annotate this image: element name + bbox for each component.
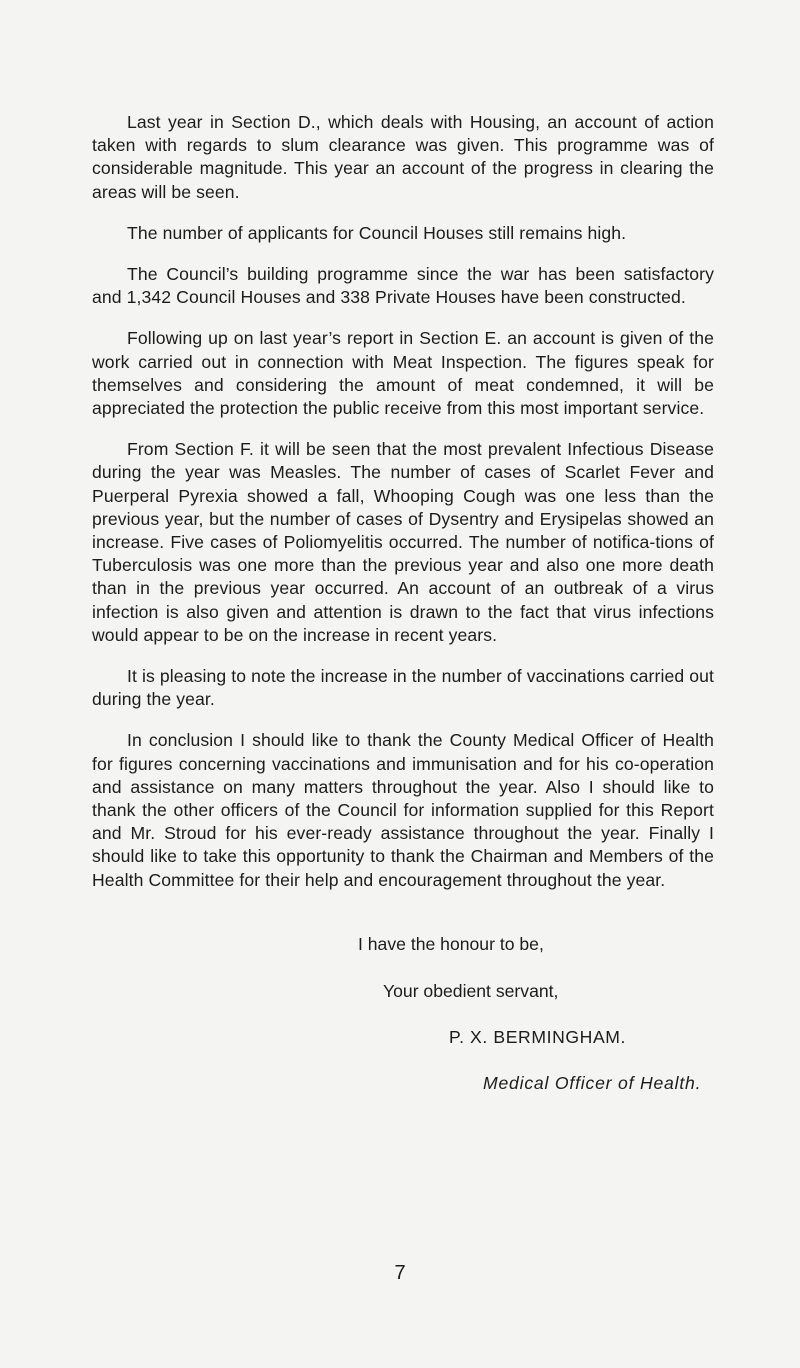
paragraph-applicants: The number of applicants for Council Houses still remains high. <box>127 222 627 243</box>
closing-honour: I have the honour to be, <box>358 934 544 954</box>
paragraph-infectious-disease: From Section F. it will be seen that the most prevalent Infectious Disease during the year was Measles. The number of cases of Scarlet Fever and Puerperal Pyrexia showed a fall, Whooping Cough was one less than the previous year, but the number of cases of Dysentry and Erysipelas showed an increase. Five cases of Poliomyelitis occurred. The number of notifica-tions of Tuberculosis was one more than the previous year and also one more death than in the previous year occurred. An account of an outbreak of a virus infection is also given and attention is drawn to the fact that virus infections would appear to be on the increase in recent years. <box>92 439 714 645</box>
signature-title: Medical Officer of Health. <box>483 1073 702 1093</box>
paragraph-conclusion: In conclusion I should like to thank the County Medical Officer of Health for figures concerning vaccinations and immunisation and for his co-operation and assistance on many matters throughout the year. Also I should like to thank the other officers of the Council for information supplied for this Report and Mr. Stroud for his ever-ready assistance throughout the year. Finally I should like to take this opportunity to thank the Chairman and Members of the Health Committee for their help and encouragement throughout the year. <box>92 730 714 890</box>
paragraph-building-programme: The Council’s building programme since the war has been satisfactory and 1,342 Council Houses and 338 Private Houses have been constructed. <box>92 264 714 308</box>
paragraph-housing: Last year in Section D., which deals with Housing, an account of action taken with regards to slum clearance was given. This programme was of considerable magnitude. This year an account of the progress in clearing the areas will be seen. <box>92 112 714 202</box>
closing-servant: Your obedient servant, <box>383 981 559 1001</box>
paragraph-meat-inspection: Following up on last year’s report in Section E. an account is given of the work carried out in connection with Meat Inspection. The figures speak for themselves and considering the amount of meat condemned, it will be appreciated the protection the public receive from this most important service. <box>92 328 714 419</box>
letter-body <box>92 111 714 910</box>
paragraph-vaccinations: It is pleasing to note the increase in the number of vaccinations carried out during the year. <box>92 666 714 710</box>
page-number: 7 <box>394 1262 406 1284</box>
signature-name: P. X. BERMINGHAM. <box>449 1027 627 1047</box>
